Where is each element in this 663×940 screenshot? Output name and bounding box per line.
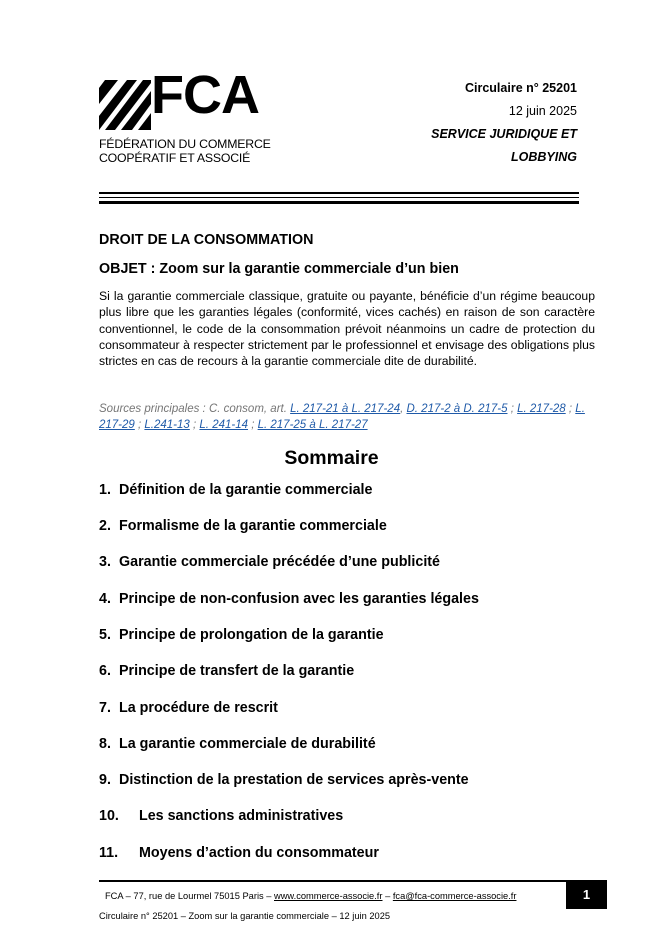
toc-number: 11.	[99, 845, 119, 861]
toc-item	[99, 518, 387, 534]
toc-item	[99, 554, 440, 570]
source-separator: ;	[507, 403, 518, 415]
footer-circular-line: Circulaire n° 25201 – Zoom sur la garantie commerciale – 12 juin 2025	[99, 911, 391, 921]
toc-label: Moyens d’action du consommateur	[139, 845, 379, 861]
toc-item	[99, 700, 278, 716]
logo-wordmark: FCA	[151, 65, 259, 125]
circular-number: Circulaire n° 25201	[464, 81, 577, 95]
footer-email-link[interactable]: fca@fca-commerce-associe.fr	[392, 891, 517, 901]
source-separator: ,	[400, 403, 407, 415]
toc-number: 7.	[99, 700, 111, 716]
toc-label: Principe de non-confusion avec les garanties légales	[119, 591, 479, 607]
footer-address: FCA – 77, rue de Lourmel 75015 Paris –	[105, 891, 274, 901]
toc-number: 10.	[99, 808, 119, 824]
toc-number: 2.	[99, 518, 111, 534]
source-separator: ;	[565, 403, 576, 415]
toc-label: Formalisme de la garantie commerciale	[119, 518, 387, 534]
toc-number: 5.	[99, 627, 111, 643]
source-link[interactable]: D. 217-2 à D. 217-5	[406, 403, 508, 415]
service-line2: LOBBYING	[511, 150, 577, 164]
source-link[interactable]: L. 217-21 à L. 217-24	[290, 403, 401, 415]
source-link[interactable]: L. 217-25 à L. 217-27	[257, 418, 368, 431]
source-link[interactable]: L. 217-29	[99, 403, 585, 431]
toc-number: 1.	[99, 482, 111, 498]
header-divider-top	[99, 192, 579, 194]
toc-label: Définition de la garantie commerciale	[119, 482, 373, 498]
footer-rule	[99, 880, 607, 882]
toc-number: 3.	[99, 554, 111, 570]
toc-label: Principe de prolongation de la garantie	[119, 627, 384, 643]
toc-number: 6.	[99, 663, 111, 679]
fca-logo	[99, 65, 279, 168]
toc-item	[99, 808, 343, 824]
logo-subtitle-line1: FÉDÉRATION DU COMMERCE	[99, 137, 271, 151]
fca-stripes-icon	[99, 80, 151, 130]
footer-separator: –	[382, 891, 393, 901]
toc-item	[99, 845, 379, 861]
toc-label: La garantie commerciale de durabilité	[119, 736, 376, 752]
toc-number: 8.	[99, 736, 111, 752]
page-number: 1	[566, 880, 607, 909]
footer-website-link[interactable]: www.commerce-associe.fr	[274, 891, 383, 901]
toc-label: Les sanctions administratives	[139, 808, 344, 824]
intro-paragraph: Si la garantie commerciale classique, gratuite ou payante, bénéficie d’un régime beaucoup plus libre que les garanties légales (conformité, vices cachés) en raison de son caractère conventionnel, le code de la consommation prévoit néanmoins un cadre de protection du consommateur à respecter strictement par le professionnel et envisage des obligations plus strictes en cas de recours à la garantie commerciale dite de durabilité.	[99, 289, 595, 369]
toc-label: Distinction de la prestation de services après-vente	[119, 772, 469, 788]
source-link[interactable]: L. 241-14	[199, 418, 249, 431]
object-heading: OBJET : Zoom sur la garantie commerciale d’un bien	[99, 261, 459, 277]
toc-item	[99, 627, 384, 643]
header-divider-middle	[99, 197, 579, 198]
toc-label: Garantie commerciale précédée d’une publicité	[119, 554, 441, 570]
sommaire-title: Sommaire	[284, 447, 379, 469]
toc-label: La procédure de rescrit	[119, 700, 278, 716]
section-heading: DROIT DE LA CONSOMMATION	[99, 232, 314, 248]
sources-line	[99, 402, 595, 433]
source-separator: ;	[248, 418, 258, 431]
source-link[interactable]: L.241-13	[144, 418, 190, 431]
source-link[interactable]: L. 217-28	[517, 403, 566, 415]
toc-number: 9.	[99, 772, 111, 788]
sources-prefix: Sources principales : C. consom, art.	[99, 403, 291, 415]
source-separator: ;	[134, 418, 145, 431]
header-divider-bottom	[99, 201, 579, 204]
footer-address-line	[105, 891, 516, 901]
source-separator: ;	[189, 418, 200, 431]
logo-subtitle-line2: COOPÉRATIF ET ASSOCIÉ	[99, 151, 251, 165]
toc-label: Principe de transfert de la garantie	[119, 663, 355, 679]
circular-date: 12 juin 2025	[508, 104, 577, 118]
toc-item	[99, 736, 376, 752]
toc-item	[99, 663, 354, 679]
service-line1: SERVICE JURIDIQUE ET	[431, 127, 577, 141]
toc-item	[99, 591, 479, 607]
toc-item	[99, 772, 469, 788]
toc-number: 4.	[99, 591, 111, 607]
toc-item	[99, 482, 372, 498]
